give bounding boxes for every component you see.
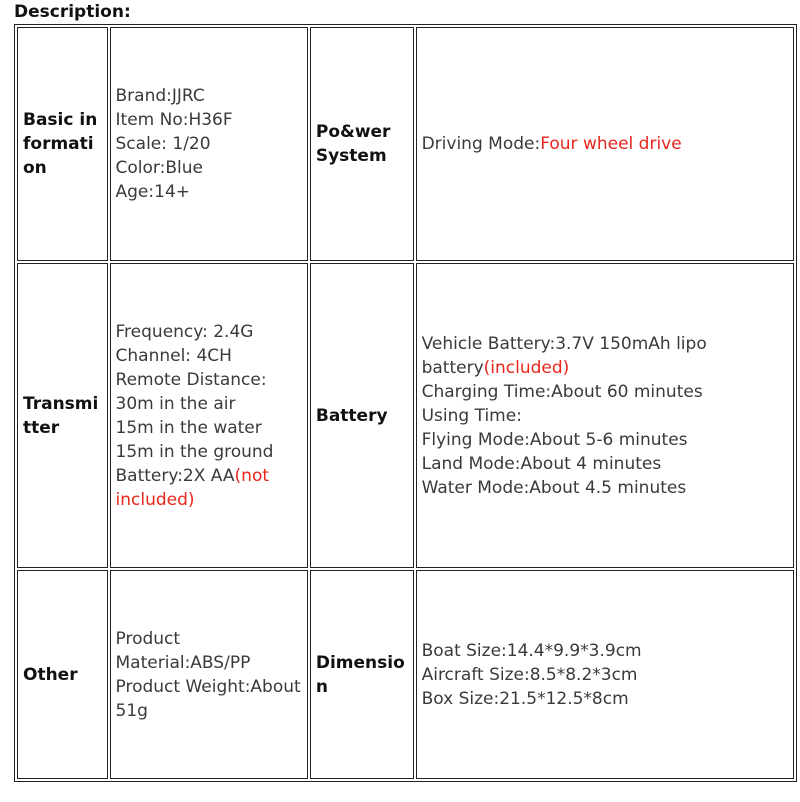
row-label-dimension: Dimension	[310, 570, 414, 779]
color-text: Color:Blue	[115, 158, 203, 178]
dimension-values	[416, 570, 794, 779]
aircraft-size-text: Aircraft Size:8.5*8.2*3cm	[421, 664, 638, 685]
item-no-text: Item No:H36F	[115, 110, 233, 130]
other-values	[110, 570, 308, 779]
frequency-text: Frequency: 2.4G	[115, 321, 254, 342]
land-mode-text: Land Mode:About 4 minutes	[421, 453, 662, 474]
water-distance-text: 15m in the water	[115, 417, 262, 438]
description-heading: Description:	[14, 2, 131, 22]
battery-values	[416, 263, 794, 568]
row-label-basic-information: Basic information	[17, 27, 108, 261]
transmitter-battery-note: (not included)	[115, 465, 270, 510]
basic-information-values	[110, 27, 308, 261]
table-row	[17, 263, 794, 568]
vehicle-battery-note: (included)	[483, 357, 570, 378]
driving-mode-label: Driving Mode:	[421, 134, 541, 154]
spec-table	[14, 24, 797, 782]
row-label-transmitter: Transmitter	[17, 263, 108, 568]
transmitter-battery-label: Battery:2X AA	[115, 465, 235, 486]
remote-distance-text: Remote Distance:	[115, 369, 267, 390]
vehicle-battery-label: Vehicle Battery:3.7V 150mAh lipo battery	[421, 333, 707, 378]
row-label-other: Other	[17, 570, 108, 779]
brand-text: Brand:JJRC	[115, 86, 205, 106]
power-system-values	[416, 27, 794, 261]
material-text: Product Material:ABS/PP	[115, 628, 251, 673]
charging-time-text: Charging Time:About 60 minutes	[421, 381, 703, 402]
age-text: Age:14+	[115, 182, 190, 202]
table-row	[17, 27, 794, 261]
scale-text: Scale: 1/20	[115, 134, 211, 154]
water-mode-text: Water Mode:About 4.5 minutes	[421, 477, 687, 498]
transmitter-battery-text	[116, 464, 302, 512]
vehicle-battery-text	[422, 332, 788, 380]
air-distance-text: 30m in the air	[115, 393, 236, 414]
driving-mode-value: Four wheel drive	[540, 134, 682, 154]
flying-mode-text: Flying Mode:About 5-6 minutes	[421, 429, 688, 450]
channel-text: Channel: 4CH	[115, 345, 232, 366]
ground-distance-text: 15m in the ground	[115, 441, 274, 462]
row-label-power-system: Po&wer System	[310, 27, 414, 261]
weight-text: Product Weight:About 51g	[115, 676, 301, 721]
table-row	[17, 570, 794, 779]
using-time-text: Using Time:	[421, 405, 522, 426]
boat-size-text: Boat Size:14.4*9.9*3.9cm	[421, 640, 642, 661]
transmitter-values	[110, 263, 308, 568]
driving-mode-text	[422, 132, 788, 156]
row-label-battery: Battery	[310, 263, 414, 568]
box-size-text: Box Size:21.5*12.5*8cm	[421, 688, 629, 709]
